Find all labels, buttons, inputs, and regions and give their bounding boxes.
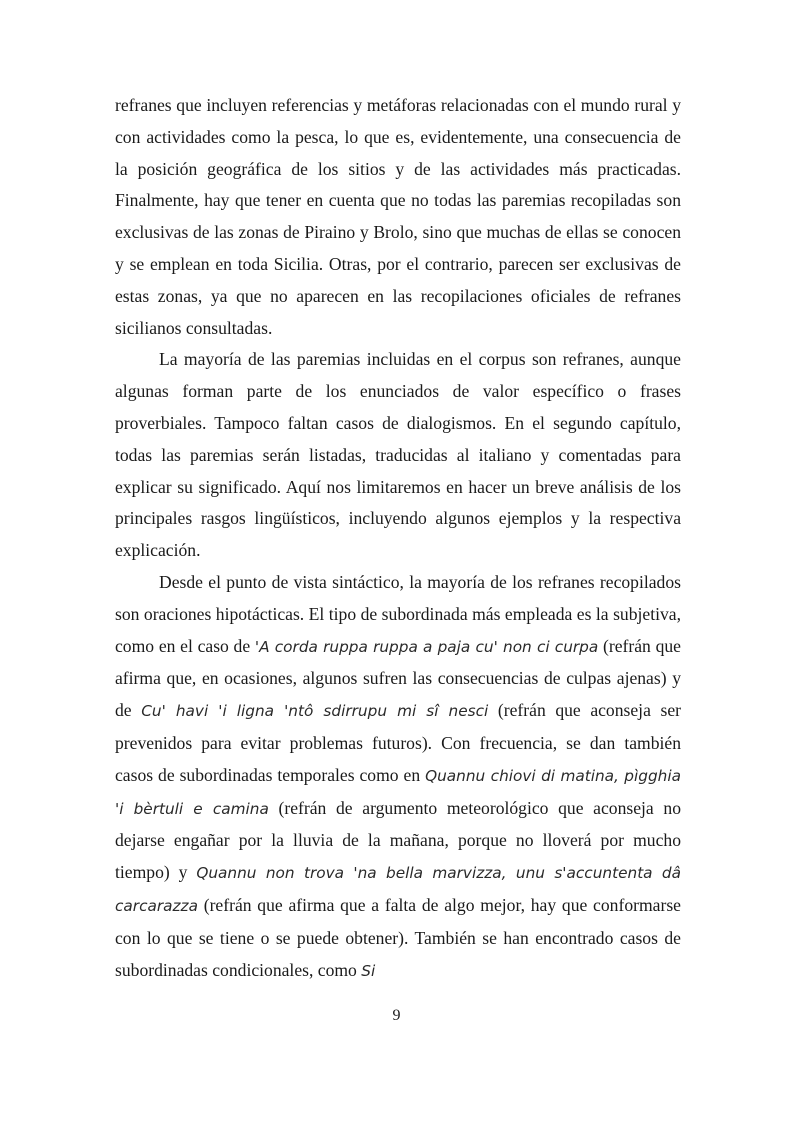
page-number: 9: [392, 1007, 401, 1024]
text-run: (refrán que afirma que a falta de algo mejor, hay que conformarse con lo que se tiene o se puede obtener). También se han encontrado casos de subordinadas condicionales, como: [115, 894, 681, 980]
text-run: refranes que incluyen referencias y metáforas relacionadas con el mundo rural y con actividades como la pesca, lo que es, evidentemente, una consecuencia de la posición geográfica de los sitios y de las actividades más practicadas. Finalmente, hay que tener en cuenta que no todas las paremias recopiladas son exclusivas de las zonas de Piraino y Brolo, sino que muchas de ellas se conocen y se emplean en toda Sicilia. Otras, por el contrario, parecen ser exclusivas de estas zonas, ya que no aparecen en las recopilaciones oficiales de refranes sicilianos consultadas.: [115, 95, 681, 338]
paragraph: [115, 90, 681, 344]
paragraph: [115, 344, 681, 567]
proverb-quote: Quannu chiovi di matina, pìgghia 'i bèrtuli e camina: [115, 766, 681, 818]
text-run: (refrán que afirma que, en ocasiones, algunos sufren las consecuencias de culpas ajenas) y de: [115, 635, 681, 721]
text-run: (refrán que aconseja ser prevenidos para evitar problemas futuros). Con frecuencia, se dan también casos de subordinadas temporales como en: [115, 700, 681, 785]
text-run: (refrán de argumento meteorológico que aconseja no dejarse engañar por la lluvia de la mañana, porque no lloverá por mucho tiempo) y: [115, 797, 681, 883]
proverb-quote: Quannu non trova 'na bella marvizza, unu s'accuntenta dâ carcarazza: [115, 864, 681, 915]
proverb-quote: 'A corda ruppa ruppa a paja cu' non ci curpa: [254, 637, 599, 656]
paragraph: [115, 567, 681, 987]
text-run: La mayoría de las paremias incluidas en el corpus son refranes, aunque algunas forman parte de los enunciados de valor específico o frases proverbiales. Tampoco faltan casos de dialogismos. En el segundo capítulo, todas las paremias serán listadas, traducidas al italiano y comentadas para explicar su significado. Aquí nos limitaremos en hacer un breve análisis de los principales rasgos lingüísticos, incluyendo algunos ejemplos y la respectiva explicación.: [115, 349, 681, 561]
proverb-quote: Si: [361, 961, 376, 980]
proverb-quote: Cu' havi 'i ligna 'ntô sdirrupu mi sî nesci: [141, 702, 489, 721]
body-text: [115, 90, 681, 987]
text-run: Desde el punto de vista sintáctico, la mayoría de los refranes recopilados son oraciones hipotácticas. El tipo de subordinada más empleada es la subjetiva, como en el caso de: [115, 571, 681, 656]
